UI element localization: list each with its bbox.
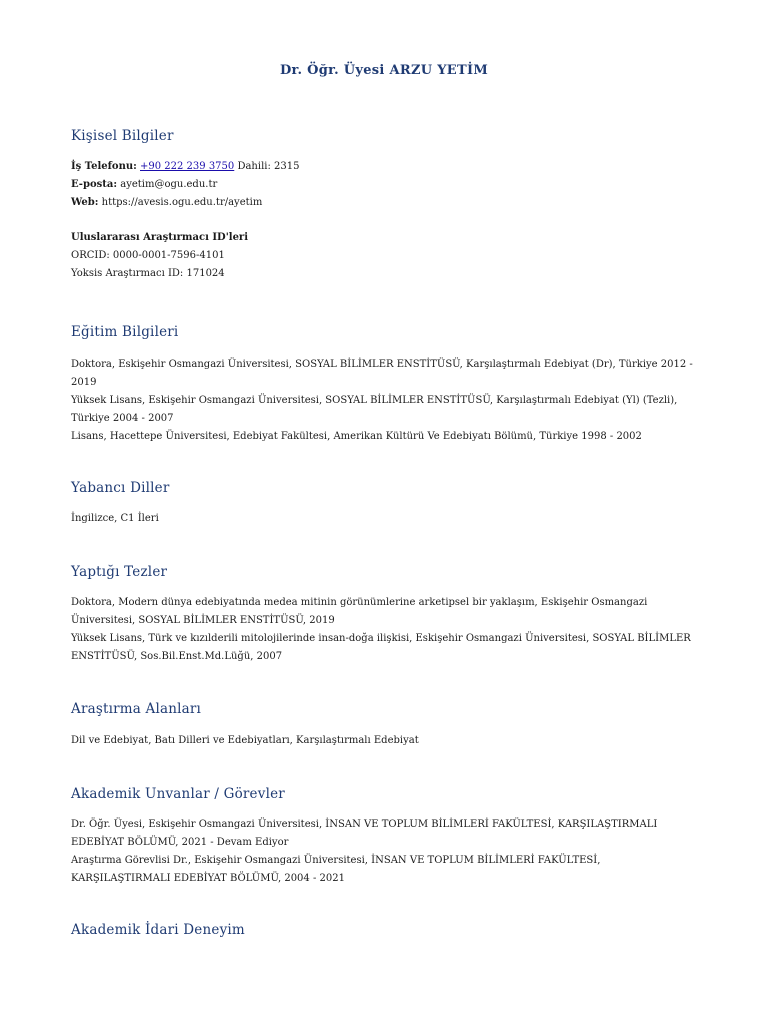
- researcher-ids: [71, 229, 701, 283]
- section-title-research: Araştırma Alanları: [71, 701, 202, 717]
- email-row: [71, 176, 701, 194]
- yoksis-id: Yoksis Araştırmacı ID: 171024: [71, 268, 225, 279]
- email-value: ayetim@ogu.edu.tr: [120, 179, 218, 190]
- phone-row: [71, 158, 701, 176]
- titles-list: [71, 816, 701, 888]
- title-item: Araştırma Görevlisi Dr., Eskişehir Osmangazi Üniversitesi, İNSAN VE TOPLUM BİLİMLERİ FAKÜLTESİ, KARŞILAŞTIRMALI EDEBİYAT BÖLÜMÜ, 2004 - 2021: [71, 855, 601, 884]
- language-item: İngilizce, C1 İleri: [71, 513, 159, 524]
- section-title-titles: Akademik Unvanlar / Görevler: [71, 786, 285, 802]
- section-title-personal: Kişisel Bilgiler: [71, 128, 174, 144]
- research-list: [71, 732, 701, 750]
- email-label: E-posta:: [71, 179, 118, 190]
- page-title: Dr. Öğr. Üyesi ARZU YETİM: [279, 63, 489, 78]
- education-item: Lisans, Hacettepe Üniversitesi, Edebiyat Fakültesi, Amerikan Kültürü Ve Edebiyatı Bölümü, Türkiye 1998 - 2002: [71, 431, 642, 442]
- ids-heading: Uluslararası Araştırmacı ID'leri: [71, 232, 248, 243]
- section-title-languages: Yabancı Diller: [71, 480, 170, 496]
- research-item: Dil ve Edebiyat, Batı Dilleri ve Edebiyatları, Karşılaştırmalı Edebiyat: [71, 735, 419, 746]
- phone-link[interactable]: +90 222 239 3750: [140, 161, 235, 172]
- web-label: Web:: [71, 197, 99, 208]
- theses-list: [71, 594, 701, 666]
- section-title-theses: Yaptığı Tezler: [71, 564, 168, 580]
- thesis-item: Yüksek Lisans, Türk ve kızılderili mitolojilerinde insan-doğa ilişkisi, Eskişehir Osmangazi Üniversitesi, SOSYAL BİLİMLER ENSTİTÜSÜ, Sos.Bil.Enst.Md.Lüğü, 2007: [71, 633, 691, 662]
- languages-list: [71, 510, 701, 528]
- section-title-education: Eğitim Bilgileri: [71, 324, 179, 340]
- orcid-id: ORCID: 0000-0001-7596-4101: [71, 250, 225, 261]
- thesis-item: Doktora, Modern dünya edebiyatında medea mitinin görünümlerine arketipsel bir yaklaşım, Eskişehir Osmangazi Üniversitesi, SOSYAL BİLİMLER ENSTİTÜSÜ, 2019: [71, 597, 648, 626]
- education-item: Yüksek Lisans, Eskişehir Osmangazi Üniversitesi, SOSYAL BİLİMLER ENSTİTÜSÜ, Karşılaştırmalı Edebiyat (Yl) (Tezli), Türkiye 2004 - 2007: [71, 395, 678, 424]
- web-row: [71, 194, 701, 212]
- education-item: Doktora, Eskişehir Osmangazi Üniversitesi, SOSYAL BİLİMLER ENSTİTÜSÜ, Karşılaştırmalı Edebiyat (Dr), Türkiye 2012 - 2019: [71, 359, 693, 388]
- web-value: https://avesis.ogu.edu.tr/ayetim: [101, 197, 263, 208]
- phone-ext: Dahili: 2315: [234, 161, 300, 172]
- title-item: Dr. Öğr. Üyesi, Eskişehir Osmangazi Üniversitesi, İNSAN VE TOPLUM BİLİMLERİ FAKÜLTESİ, KARŞILAŞTIRMALI EDEBİYAT BÖLÜMÜ, 2021 - Devam Ediyor: [71, 819, 658, 848]
- personal-info: [71, 158, 701, 212]
- phone-label: İş Telefonu:: [71, 161, 137, 172]
- section-title-admin: Akademik İdari Deneyim: [71, 922, 245, 938]
- education-list: [71, 356, 701, 446]
